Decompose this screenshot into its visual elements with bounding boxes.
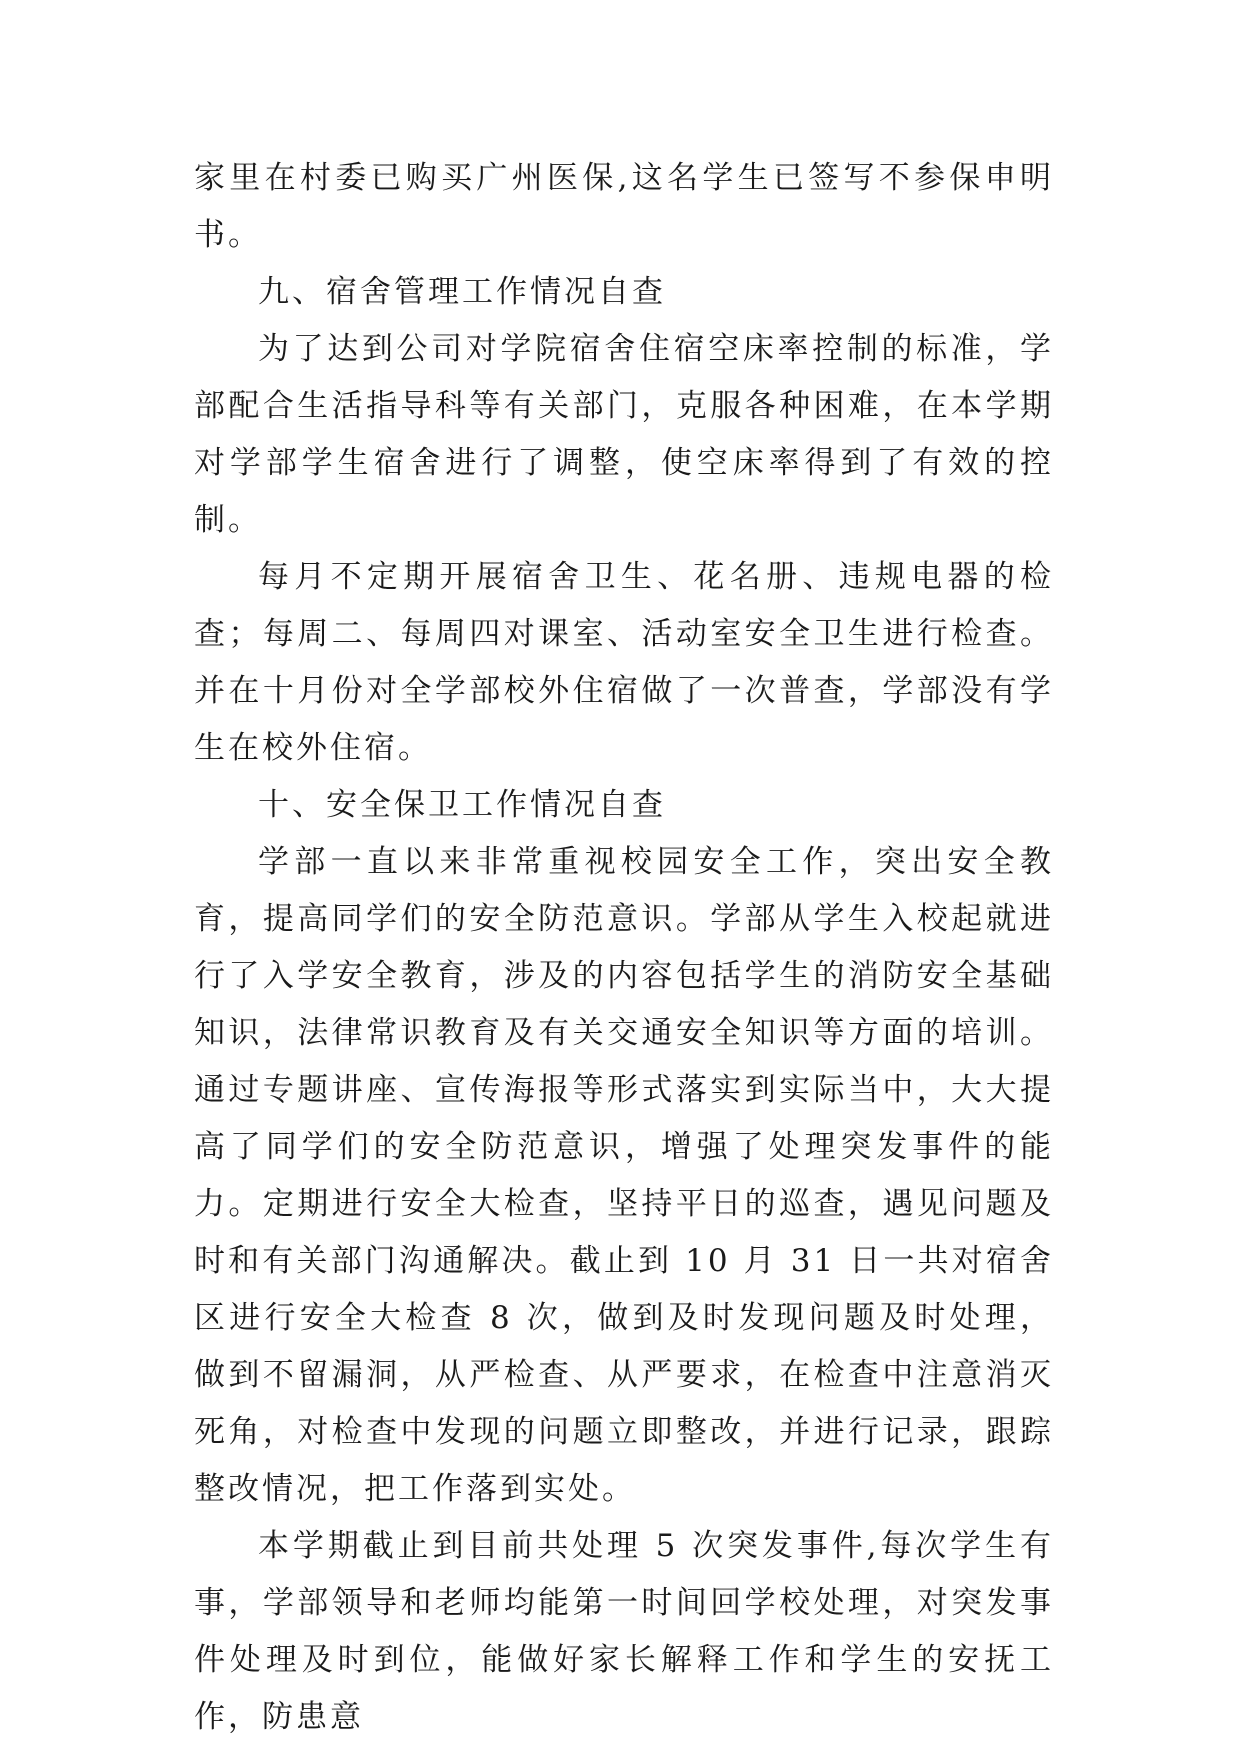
section-heading-dormitory: 九、宿舍管理工作情况自查 <box>258 274 666 310</box>
paragraph-emergency-handling: 本学期截止到目前共处理 5 次突发事件,每次学生有事，学部领导和老师均能第一时间回学校处理，对突发事件处理及时到位，能做好家长解释工作和学生的安抚工作，防患意 <box>194 1528 1054 1735</box>
paragraph-security-education: 学部一直以来非常重视校园安全工作，突出安全教育，提高同学们的安全防范意识。学部从学生入校起就进行了入学安全教育，涉及的内容包括学生的消防安全基础知识，法律常识教育及有关交通安全知识等方面的培训。通过专题讲座、宣传海报等形式落实到实际当中，大大提高了同学们的安全防范意识，增强了处理突发事件的能力。定期进行安全大检查，坚持平日的巡查，遇见问题及时和有关部门沟通解决。截止到 10 月 31 日一共对宿舍区进行安全大检查 8 次，做到及时发现问题及时处理，做到不留漏洞，从严检查、从严要求，在检查中注意消灭死角，对检查中发现的问题立即整改，并进行记录，跟踪整改情况，把工作落到实处。 <box>194 844 1054 1507</box>
document-body <box>194 150 1054 1746</box>
paragraph-continuation: 家里在村委已购买广州医保,这名学生已签写不参保申明书。 <box>194 160 1054 253</box>
section-heading-security: 十、安全保卫工作情况自查 <box>258 787 666 823</box>
paragraph-dormitory-adjustment: 为了达到公司对学院宿舍住宿空床率控制的标准，学部配合生活指导科等有关部门，克服各种困难，在本学期对学部学生宿舍进行了调整，使空床率得到了有效的控制。 <box>194 331 1054 538</box>
paragraph-dormitory-inspection: 每月不定期开展宿舍卫生、花名册、违规电器的检查；每周二、每周四对课室、活动室安全卫生进行检查。并在十月份对全学部校外住宿做了一次普查，学部没有学生在校外住宿。 <box>194 559 1054 766</box>
